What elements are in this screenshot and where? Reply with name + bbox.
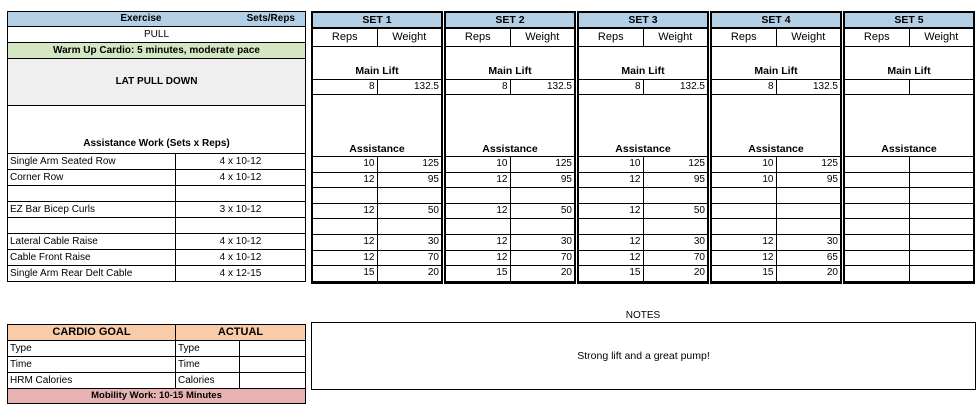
main-lift-reps[interactable]: 8 — [313, 80, 377, 95]
set-weight-cell[interactable]: 30 — [643, 234, 707, 250]
set-reps-cell[interactable] — [313, 219, 377, 235]
cardio-goal-calories[interactable]: HRM Calories — [8, 373, 176, 389]
set-row — [446, 234, 574, 250]
exercise-sets-reps[interactable]: 4 x 10-12 — [176, 154, 306, 170]
set-weight-cell[interactable] — [643, 219, 707, 235]
set-row — [845, 219, 973, 235]
set-weight-cell[interactable]: 125 — [510, 157, 574, 173]
set-row — [579, 219, 707, 235]
set-weight-cell[interactable] — [909, 266, 973, 282]
exercise-name[interactable]: EZ Bar Bicep Curls — [8, 202, 176, 218]
main-lift-label: Main Lift — [754, 65, 798, 77]
set-weight-cell[interactable] — [909, 188, 973, 204]
exercise-row — [8, 234, 306, 250]
cardio-actual-calories[interactable]: Calories — [176, 373, 240, 389]
set-weight-cell[interactable]: 20 — [776, 266, 840, 282]
set-row — [313, 157, 441, 173]
notes-text: Strong lift and a great pump! — [577, 350, 710, 362]
set-row — [446, 172, 574, 188]
set-weight-cell[interactable]: 70 — [643, 250, 707, 266]
cardio-actual-type[interactable]: Type — [176, 341, 240, 357]
set-weight-cell[interactable]: 70 — [510, 250, 574, 266]
set-reps-cell[interactable] — [446, 188, 510, 204]
set-weight-cell[interactable]: 95 — [776, 172, 840, 188]
exercise-row — [8, 154, 306, 170]
assistance-label: Assistance — [446, 142, 574, 157]
set-row — [446, 203, 574, 219]
spacer — [712, 95, 840, 143]
exercise-row — [8, 202, 306, 218]
exercise-sets-reps[interactable]: 4 x 10-12 — [176, 170, 306, 186]
set-row — [579, 266, 707, 282]
set-reps-cell[interactable] — [579, 219, 643, 235]
main-lift-reps[interactable] — [845, 80, 909, 95]
set-weight-cell[interactable]: 95 — [510, 172, 574, 188]
set-block-4 — [710, 11, 842, 284]
set-reps-cell[interactable] — [845, 172, 909, 188]
set-weight-cell[interactable]: 125 — [377, 157, 441, 173]
assistance-label: Assistance — [845, 142, 973, 157]
set-reps-cell[interactable]: 15 — [313, 266, 377, 282]
set-reps-cell[interactable]: 12 — [313, 250, 377, 266]
warmup-note[interactable]: Warm Up Cardio: 5 minutes, moderate pace — [8, 43, 306, 59]
set-weight-cell[interactable]: 30 — [377, 234, 441, 250]
exercise-sets-reps[interactable] — [176, 218, 306, 234]
set-reps-cell[interactable] — [579, 188, 643, 204]
main-lift-weight[interactable]: 132.5 — [377, 80, 441, 95]
main-lift-label: Main Lift — [887, 65, 931, 77]
set-row — [712, 219, 840, 235]
set-reps-cell[interactable]: 15 — [579, 266, 643, 282]
set-title: SET 2 — [446, 13, 574, 29]
main-lift-weight[interactable]: 132.5 — [643, 80, 707, 95]
assistance-header[interactable]: Assistance Work (Sets x Reps) — [8, 106, 306, 154]
set-row — [446, 188, 574, 204]
exercise-sets-reps[interactable]: 3 x 10-12 — [176, 202, 306, 218]
set-row — [845, 203, 973, 219]
exercise-name[interactable]: Lateral Cable Raise — [8, 234, 176, 250]
exercise-name[interactable] — [8, 186, 176, 202]
set-weight-cell[interactable] — [377, 188, 441, 204]
set-reps-cell[interactable] — [712, 203, 776, 219]
cardio-table — [7, 324, 306, 404]
cardio-goal-header: CARDIO GOAL — [8, 325, 176, 341]
set-title: SET 4 — [712, 13, 840, 29]
set-row — [313, 266, 441, 282]
spacer — [313, 47, 441, 65]
set-weight-cell[interactable]: 30 — [510, 234, 574, 250]
set-weight-cell[interactable] — [643, 188, 707, 204]
cardio-actual-time[interactable]: Time — [176, 357, 240, 373]
cardio-actual-header: ACTUAL — [176, 325, 306, 341]
exercise-row — [8, 170, 306, 186]
set-row — [579, 250, 707, 266]
set-block-5 — [843, 11, 975, 284]
set-row — [845, 250, 973, 266]
set-reps-cell[interactable] — [845, 219, 909, 235]
main-lift-weight[interactable] — [909, 80, 973, 95]
set-reps-cell[interactable]: 12 — [446, 234, 510, 250]
set-block-2 — [444, 11, 576, 284]
set-reps-cell[interactable]: 10 — [313, 157, 377, 173]
col-sets-reps-header: Sets/Reps — [176, 12, 306, 27]
exercise-name[interactable] — [8, 218, 176, 234]
set-weight-cell[interactable]: 50 — [643, 203, 707, 219]
set-reps-cell[interactable]: 10 — [712, 172, 776, 188]
reps-header: Reps — [446, 29, 510, 47]
set-row — [712, 250, 840, 266]
set-row — [712, 188, 840, 204]
set-title: SET 1 — [313, 13, 441, 29]
set-weight-cell[interactable]: 50 — [510, 203, 574, 219]
set-row — [446, 157, 574, 173]
reps-header: Reps — [579, 29, 643, 47]
set-row — [712, 266, 840, 282]
main-lift-reps[interactable]: 8 — [446, 80, 510, 95]
set-reps-cell[interactable]: 12 — [446, 203, 510, 219]
set-row — [845, 172, 973, 188]
set-row — [313, 234, 441, 250]
set-weight-cell[interactable] — [776, 203, 840, 219]
notes-title: NOTES — [625, 310, 661, 321]
set-weight-cell[interactable] — [909, 234, 973, 250]
cardio-goal-type[interactable]: Type — [8, 341, 176, 357]
set-reps-cell[interactable] — [313, 188, 377, 204]
set-row — [313, 188, 441, 204]
spacer — [446, 47, 574, 65]
set-row — [579, 234, 707, 250]
assistance-label: Assistance — [313, 142, 441, 157]
spacer — [313, 95, 441, 143]
exercise-row — [8, 218, 306, 234]
set-weight-cell[interactable]: 20 — [377, 266, 441, 282]
exercise-sets-reps[interactable]: 4 x 10-12 — [176, 250, 306, 266]
set-reps-cell[interactable]: 15 — [712, 266, 776, 282]
set-reps-cell[interactable]: 12 — [579, 172, 643, 188]
set-weight-cell[interactable]: 125 — [776, 157, 840, 173]
weight-header: Weight — [510, 29, 574, 47]
set-row — [313, 172, 441, 188]
set-reps-cell[interactable] — [712, 188, 776, 204]
main-lift-label: Main Lift — [355, 65, 399, 77]
exercise-name[interactable]: Corner Row — [8, 170, 176, 186]
exercise-name[interactable]: Cable Front Raise — [8, 250, 176, 266]
exercise-row — [8, 266, 306, 282]
set-row — [845, 188, 973, 204]
cardio-actual-time-value[interactable] — [240, 357, 306, 373]
set-reps-cell[interactable]: 12 — [579, 203, 643, 219]
exercise-name[interactable]: Single Arm Rear Delt Cable — [8, 266, 176, 282]
spacer — [446, 95, 574, 143]
set-weight-cell[interactable] — [776, 188, 840, 204]
set-row — [313, 203, 441, 219]
set-reps-cell[interactable]: 12 — [446, 250, 510, 266]
set-reps-cell[interactable]: 12 — [313, 172, 377, 188]
set-row — [845, 234, 973, 250]
set-reps-cell[interactable]: 12 — [712, 250, 776, 266]
set-title: SET 3 — [579, 13, 707, 29]
set-row — [579, 172, 707, 188]
main-lift-reps[interactable]: 8 — [712, 80, 776, 95]
assistance-label: Assistance — [712, 142, 840, 157]
set-reps-cell[interactable]: 12 — [579, 234, 643, 250]
mobility-note[interactable]: Mobility Work: 10-15 Minutes — [8, 389, 306, 404]
set-weight-cell[interactable] — [776, 219, 840, 235]
reps-header: Reps — [712, 29, 776, 47]
cardio-actual-calories-value[interactable] — [240, 373, 306, 389]
main-lift-weight[interactable]: 132.5 — [776, 80, 840, 95]
notes-box[interactable] — [311, 322, 976, 390]
set-reps-cell[interactable] — [845, 157, 909, 173]
cardio-actual-type-value[interactable] — [240, 341, 306, 357]
weight-header: Weight — [643, 29, 707, 47]
spacer — [712, 47, 840, 65]
cardio-goal-time[interactable]: Time — [8, 357, 176, 373]
set-row — [579, 188, 707, 204]
exercise-row — [8, 186, 306, 202]
set-weight-cell[interactable] — [909, 172, 973, 188]
set-reps-cell[interactable]: 15 — [446, 266, 510, 282]
set-weight-cell[interactable]: 95 — [643, 172, 707, 188]
set-weight-cell[interactable]: 95 — [377, 172, 441, 188]
set-weight-cell[interactable] — [909, 219, 973, 235]
set-row — [579, 157, 707, 173]
set-reps-cell[interactable] — [845, 250, 909, 266]
set-weight-cell[interactable] — [377, 219, 441, 235]
set-row — [446, 219, 574, 235]
spacer — [579, 47, 707, 65]
day-label[interactable]: PULL — [8, 27, 306, 43]
reps-header: Reps — [845, 29, 909, 47]
col-exercise-header: Exercise — [8, 12, 176, 27]
set-weight-cell[interactable] — [909, 157, 973, 173]
set-row — [313, 250, 441, 266]
set-title: SET 5 — [845, 13, 973, 29]
set-weight-cell[interactable]: 20 — [510, 266, 574, 282]
set-weight-cell[interactable] — [909, 203, 973, 219]
set-row — [579, 203, 707, 219]
set-row — [712, 157, 840, 173]
set-weight-cell[interactable] — [510, 188, 574, 204]
main-lift-weight[interactable]: 132.5 — [510, 80, 574, 95]
reps-header: Reps — [313, 29, 377, 47]
spacer — [579, 95, 707, 143]
set-row — [446, 250, 574, 266]
set-reps-cell[interactable] — [845, 188, 909, 204]
main-lift-reps[interactable]: 8 — [579, 80, 643, 95]
set-reps-cell[interactable]: 10 — [446, 157, 510, 173]
exercise-table — [7, 11, 306, 282]
exercise-name[interactable]: Single Arm Seated Row — [8, 154, 176, 170]
set-weight-cell[interactable]: 65 — [776, 250, 840, 266]
set-weight-cell[interactable] — [510, 219, 574, 235]
set-row — [712, 172, 840, 188]
set-weight-cell[interactable]: 70 — [377, 250, 441, 266]
exercise-sets-reps[interactable]: 4 x 10-12 — [176, 234, 306, 250]
weight-header: Weight — [377, 29, 441, 47]
set-reps-cell[interactable] — [712, 219, 776, 235]
set-weight-cell[interactable]: 20 — [643, 266, 707, 282]
set-reps-cell[interactable]: 12 — [446, 172, 510, 188]
set-weight-cell[interactable]: 30 — [776, 234, 840, 250]
assistance-label: Assistance — [579, 142, 707, 157]
main-lift-label: Main Lift — [488, 65, 532, 77]
weight-header: Weight — [776, 29, 840, 47]
set-block-3 — [577, 11, 709, 284]
set-weight-cell[interactable] — [909, 250, 973, 266]
exercise-row — [8, 250, 306, 266]
set-reps-cell[interactable] — [845, 234, 909, 250]
set-reps-cell[interactable]: 12 — [579, 250, 643, 266]
set-reps-cell[interactable] — [845, 203, 909, 219]
main-lift-label: Main Lift — [621, 65, 665, 77]
exercise-sets-reps[interactable]: 4 x 12-15 — [176, 266, 306, 282]
spacer — [845, 95, 973, 143]
set-row — [712, 203, 840, 219]
set-reps-cell[interactable]: 12 — [712, 234, 776, 250]
set-row — [845, 157, 973, 173]
set-reps-cell[interactable]: 10 — [712, 157, 776, 173]
set-reps-cell[interactable] — [446, 219, 510, 235]
set-reps-cell[interactable]: 12 — [313, 234, 377, 250]
set-row — [845, 266, 973, 282]
main-lift-name[interactable]: LAT PULL DOWN — [8, 59, 306, 106]
set-row — [712, 234, 840, 250]
set-reps-cell[interactable]: 12 — [313, 203, 377, 219]
set-weight-cell[interactable]: 125 — [643, 157, 707, 173]
weight-header: Weight — [909, 29, 973, 47]
set-reps-cell[interactable] — [845, 266, 909, 282]
set-reps-cell[interactable]: 10 — [579, 157, 643, 173]
exercise-table-header — [8, 12, 306, 27]
set-row — [446, 266, 574, 282]
set-weight-cell[interactable]: 50 — [377, 203, 441, 219]
spacer — [845, 47, 973, 65]
set-block-1 — [311, 11, 443, 284]
exercise-sets-reps[interactable] — [176, 186, 306, 202]
set-row — [313, 219, 441, 235]
